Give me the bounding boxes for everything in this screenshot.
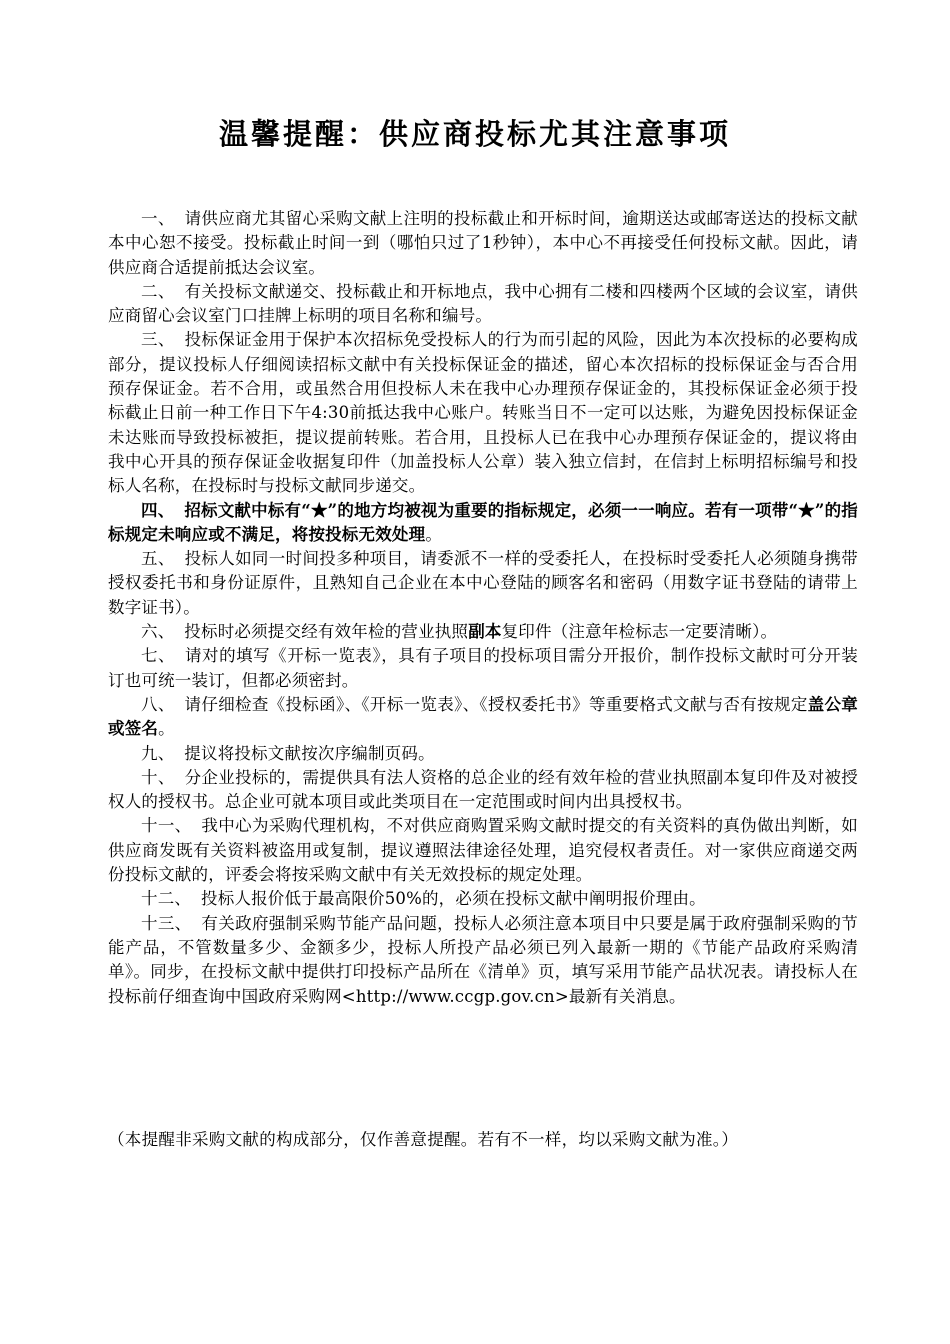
item-text: 复印件（注意年检标志一定要清晰）。 — [501, 622, 778, 642]
item-text: 请供应商尤其留心采购文献上注明的投标截止和开标时间，逾期送达或邮寄送达的投标文献本中心恕不接受。投标截止时间一到（哪怕只过了1秒钟），本中心不再接受任何投标文献。因此，请供应商合适提前抵达会议室。 — [108, 209, 859, 277]
item-text: 分企业投标的，需提供具有法人资格的总企业的经有效年检的营业执照副本复印件及对被授权人的授权书。总企业可就本项目或此类项目在一定范围或时间内出具授权书。 — [108, 767, 859, 812]
item-number: 三、 — [141, 330, 175, 350]
list-item — [108, 814, 858, 887]
item-text: 提议将投标文献按次序编制页码。 — [184, 743, 435, 763]
item-text: 投标保证金用于保护本次招标免受投标人的行为而引起的风险，因此为本次投标的必要构成部分，提议投标人仔细阅读招标文献中有关投标保证金的描述，留心本次招标的投标保证金与否合用预存保证金。若不合用，或虽然合用但投标人未在我中心办理预存保证金的，其投标保证金必须于投标截止日前一种工作日下午4:30前抵达我中心账户。转账当日不一定可以达账，为避免因投标保证金未达账而导致投标被拒，提议提前转账。若合用，且投标人已在我中心办理预存保证金的，提议将由我中心开具的预存保证金收据复印件（加盖投标人公章）装入独立信封，在信封上标明招标编号和投标人名称，在投标时与投标文献同步递交。 — [108, 330, 859, 496]
list-item — [108, 693, 858, 742]
item-number: 一、 — [141, 209, 175, 228]
notice-list — [108, 207, 858, 1009]
item-text: 请对的填写《开标一览表》，具有子项目的投标项目需分开报价，制作投标文献时可分开装订也可统一装订，但都必须密封。 — [108, 646, 859, 690]
item-text: 投标人报价低于最高限价50%的，必须在投标文献中阐明报价理由。 — [201, 889, 706, 909]
item-number: 九、 — [141, 743, 175, 763]
item-bold-text: 副本 — [468, 622, 502, 642]
item-bold-text: 招标文献中标有“★”的地方均被视为重要的指标规定，必须一一响应。若有一项带“★”的指标规定未响应或不满足，将按投标无效处理 — [108, 500, 858, 544]
item-number: 十三、 — [141, 913, 192, 933]
list-item — [108, 280, 858, 329]
item-number: 六、 — [141, 622, 175, 642]
item-text: 。 — [158, 719, 175, 739]
item-number: 十一、 — [141, 816, 192, 836]
list-item — [108, 912, 858, 1009]
item-text-pre: 投标时必须提交经有效年检的营业执照 — [184, 622, 469, 642]
item-number: 二、 — [141, 281, 175, 301]
list-item — [108, 766, 858, 815]
list-item — [108, 328, 858, 498]
list-item — [108, 547, 858, 620]
list-item — [108, 207, 858, 280]
list-item — [108, 742, 858, 766]
item-text: 。 — [425, 524, 443, 544]
list-item — [108, 644, 858, 693]
item-number: 五、 — [141, 549, 175, 569]
list-item — [108, 887, 858, 911]
item-number: 八、 — [141, 694, 175, 714]
page-title: 温馨提醒：供应商投标尤其注意事项 — [218, 117, 731, 151]
item-bold-text: 盖公章或签名 — [108, 694, 858, 739]
item-number: 十、 — [141, 767, 175, 787]
item-number: 四、 — [141, 500, 175, 520]
footnote: （本提醒非采购文献的构成部分，仅作善意提醒。若有不一样，均以采购文献为准。） — [108, 1130, 739, 1149]
item-text: 投标人如同一时间投多种项目，请委派不一样的受委托人，在投标时受委托人必须随身携带授权委托书和身份证原件，且熟知自己企业在本中心登陆的顾客名和密码（用数字证书登陆的请带上数字证书）。 — [108, 549, 859, 617]
list-item — [108, 620, 858, 644]
item-text: 我中心为采购代理机构，不对供应商购置采购文献时提交的有关资料的真伪做出判断，如供应商发既有关资料被盗用或复制，提议遵照法律途径处理，追究侵权者责任。对一家供应商递交两份投标文献的，评委会将按采购文献中有关无效投标的规定处理。 — [108, 816, 858, 885]
item-number: 十二、 — [141, 889, 192, 909]
item-text: 有关政府强制采购节能产品问题，投标人必须注意本项目中只要是属于政府强制采购的节能产品，不管数量多少、金额多少，投标人所投产品必须已列入最新一期的《节能产品政府采购清单》。同步，在投标文献中提供打印投标产品所在《清单》页，填写采用节能产品状况表。请投标人在投标前仔细查询中国政府采购网<http://www.ccgp.gov.cn>最新有关消息。 — [108, 913, 858, 1006]
item-text: 有关投标文献递交、投标截止和开标地点，我中心拥有二楼和四楼两个区域的会议室，请供应商留心会议室门口挂牌上标明的项目名称和编号。 — [108, 281, 859, 326]
item-number: 七、 — [141, 646, 176, 666]
list-item — [108, 499, 858, 548]
item-text-pre: 请仔细检查《投标函》、《开标一览表》、《授权委托书》等重要格式文献与否有按规定 — [184, 694, 808, 714]
